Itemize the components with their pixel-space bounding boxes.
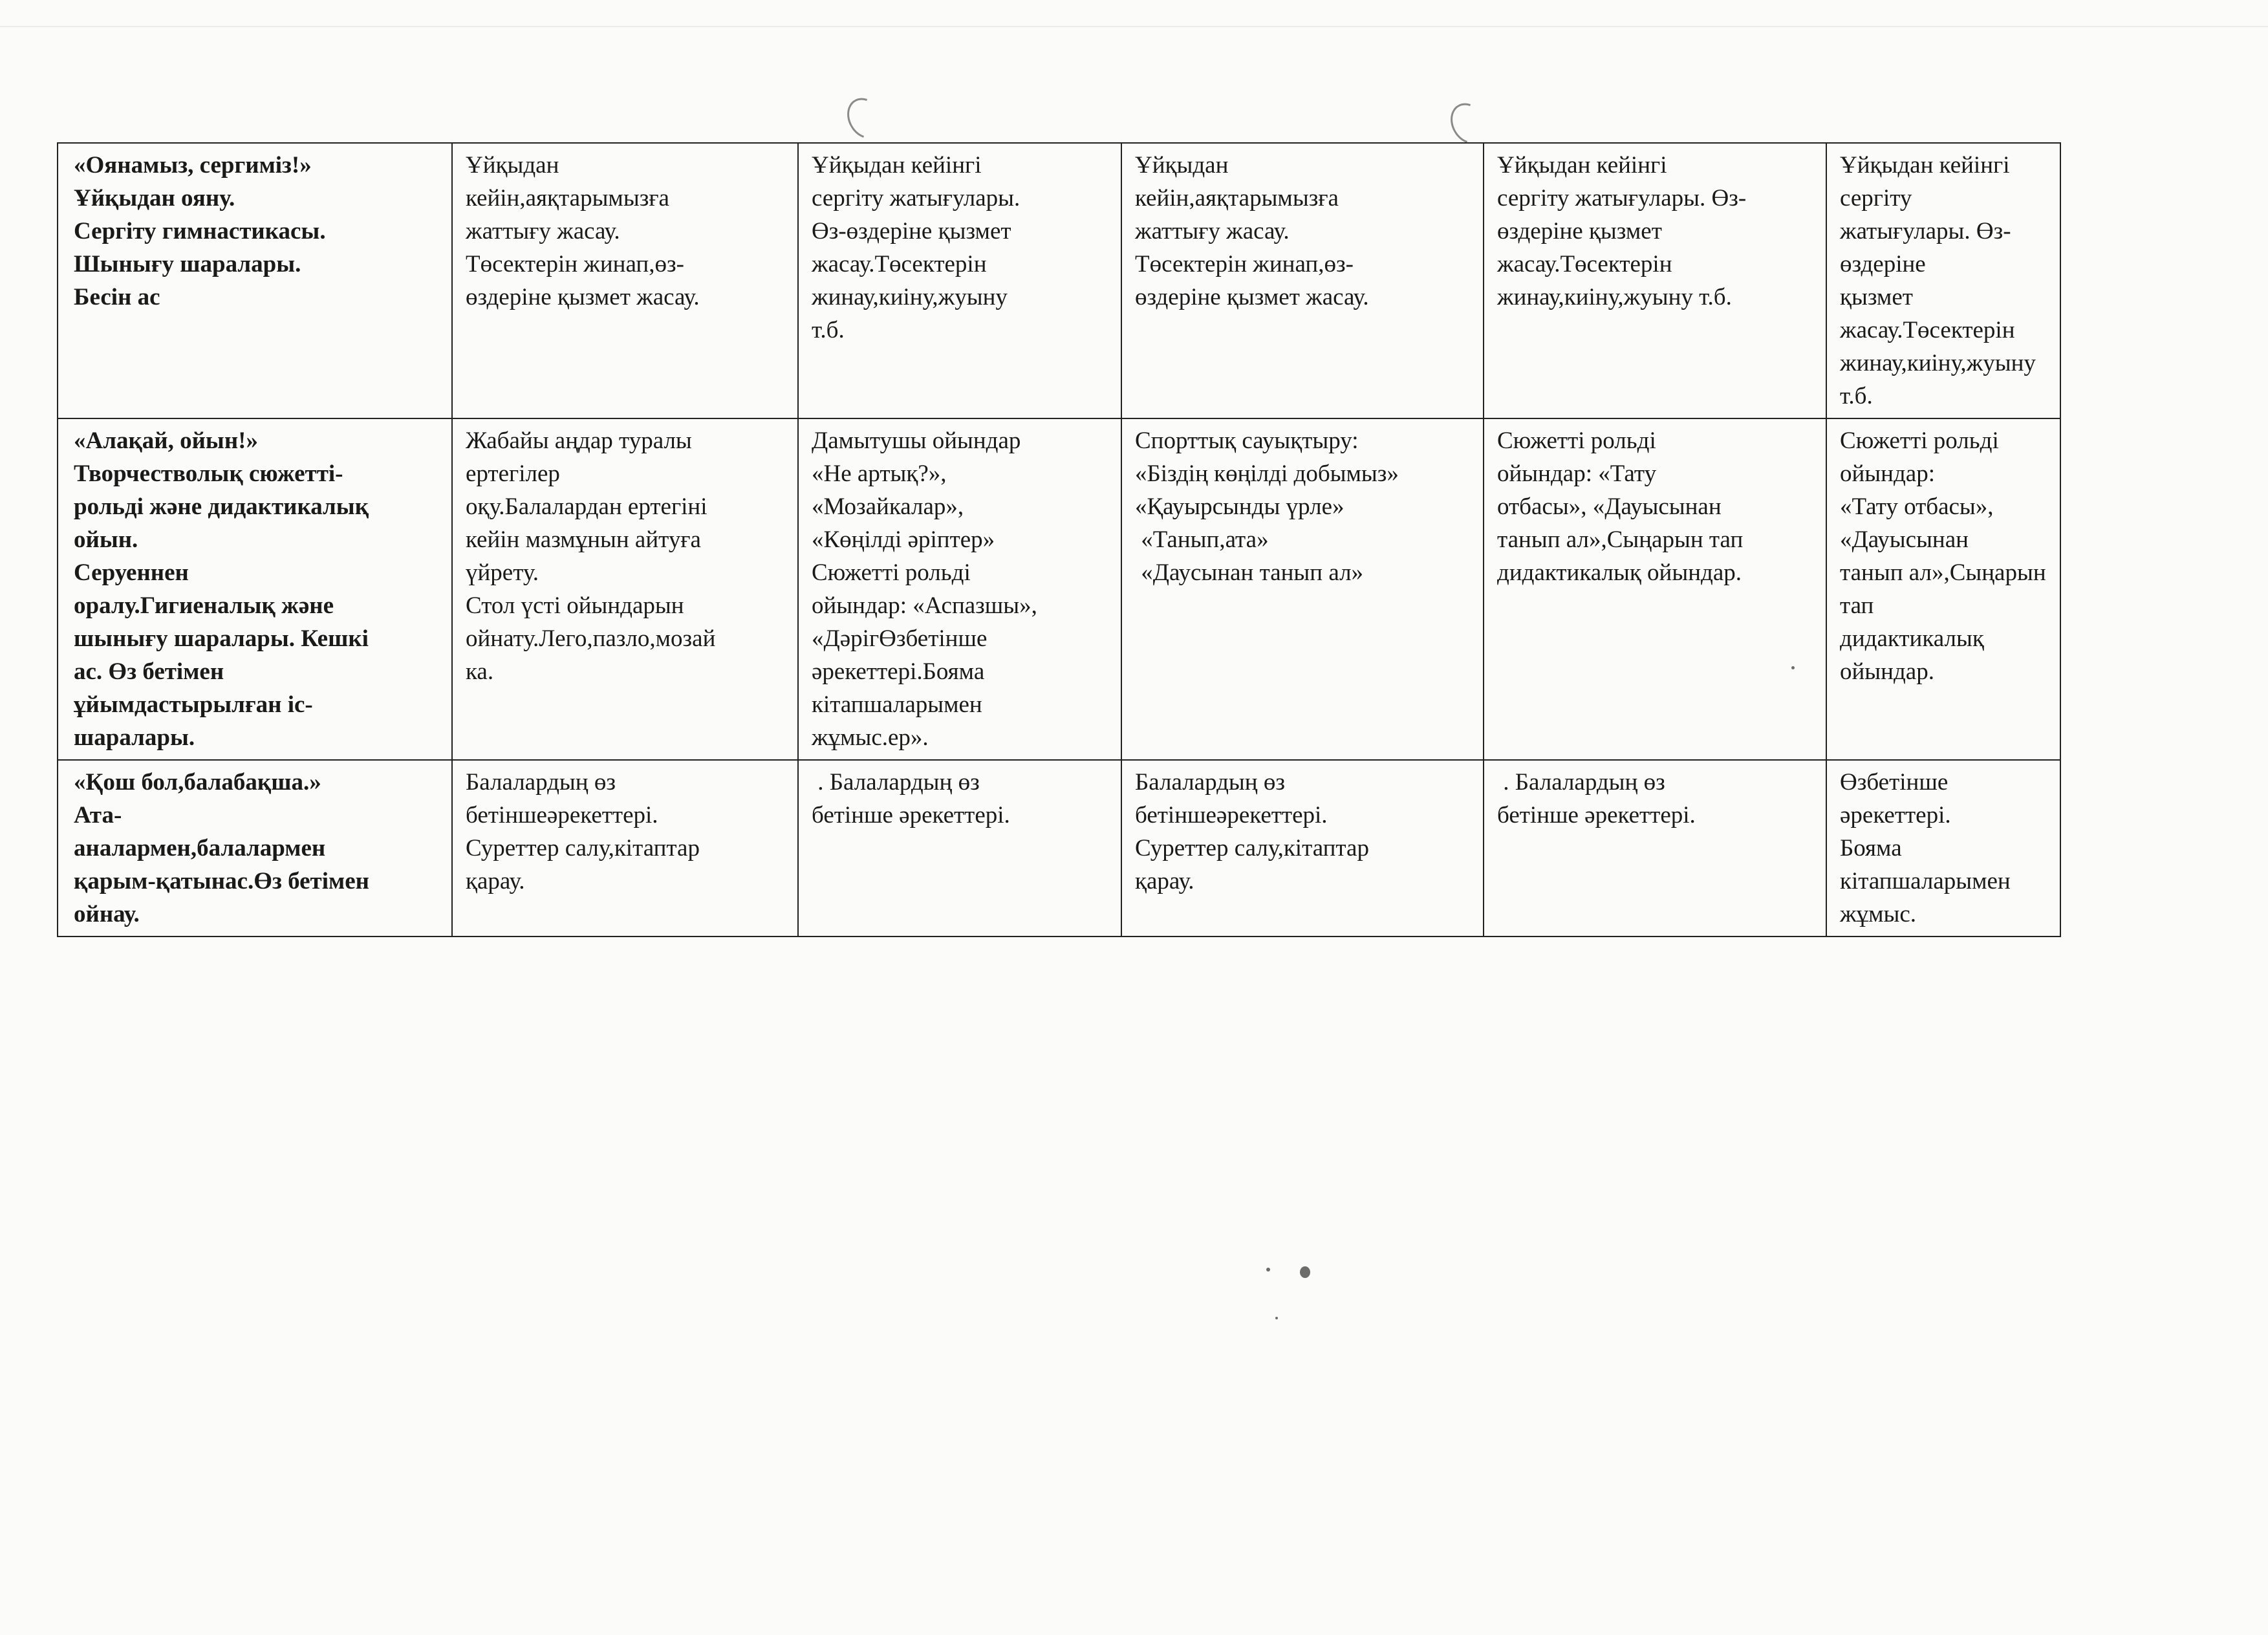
regime-cell: «Алақай, ойын!» Творчестволық сюжетті- рольді және дидактикалық ойын. Серуеннен оралу.Гигиеналық және шынығу шаралары. Кешкі ас. Өз бетімен ұйымдастырылған іс- шаралары. [58,418,452,760]
day-1-cell: Ұйқыдан кейін,аяқтарымызға жаттығу жасау. Төсектерін жинап,өз- өздеріне қызмет жасау. [452,143,798,418]
regime-cell: «Оянамыз, сергиміз!» Ұйқыдан ояну. Сергіту гимнастикасы. Шынығу шаралары. Бесін ас [58,143,452,418]
day-5-cell: Сюжетті рольді ойындар: «Тату отбасы», «Дауысынан танып ал»,Сыңарын тап дидактикалық ойындар. [1826,418,2060,760]
daily-plan-table [57,142,2061,937]
day-2-cell: Дамытушы ойындар «Не артық?», «Мозайкалар», «Көңілді әріптер» Сюжетті рольді ойындар: «Аспазшы», «ДәрігӨзбетінше әрекеттері.Бояма кітапшаларымен жұмыс.ер». [798,418,1121,760]
day-5-cell: Өзбетінше әрекеттері. Бояма кітапшаларымен жұмыс. [1826,760,2060,937]
scan-edge-line [0,26,2268,27]
day-4-cell: Сюжетті рольді ойындар: «Тату отбасы», «Дауысынан танып ал»,Сыңарын тап дидактикалық ойындар. [1484,418,1826,760]
scan-speck [1300,1266,1310,1278]
punch-hole-mark [840,91,891,145]
scan-speck [1275,1317,1278,1319]
table-row-wakeup [58,143,2060,418]
day-1-cell: Балалардың өз бетіншеәрекеттері. Суреттер салу,кітаптар қарау. [452,760,798,937]
regime-cell: «Қош бол,балабақша.» Ата- аналармен,балалармен қарым-қатынас.Өз бетімен ойнау. [58,760,452,937]
table-row-games [58,418,2060,760]
day-3-cell: Балалардың өз бетіншеәрекеттері. Суреттер салу,кітаптар қарау. [1121,760,1484,937]
day-1-cell: Жабайы аңдар туралы ертегілер оқу.Балалардан ертегіні кейін мазмұнын айтуға үйрету. Стол үсті ойындарын ойнату.Лего,пазло,мозай ка. [452,418,798,760]
table-row-goodbye [58,760,2060,937]
day-4-cell: Ұйқыдан кейінгі сергіту жатығулары. Өз- өздеріне қызмет жасау.Төсектерін жинау,киіну,жуыну т.б. [1484,143,1826,418]
day-3-cell: Спорттық сауықтыру: «Біздің көңілді добымыз» «Қауырсынды үрле» «Танып,ата» «Даусынан танып ал» [1121,418,1484,760]
day-4-cell: . Балалардың өз бетінше әрекеттері. [1484,760,1826,937]
day-2-cell: . Балалардың өз бетінше әрекеттері. [798,760,1121,937]
scan-speck [1266,1268,1270,1272]
day-2-cell: Ұйқыдан кейінгі сергіту жатығулары. Өз-өздеріне қызмет жасау.Төсектерін жинау,киіну,жуыну т.б. [798,143,1121,418]
day-5-cell: Ұйқыдан кейінгі сергіту жатығулары. Өз-өздеріне қызмет жасау.Төсектерін жинау,киіну,жуыну т.б. [1826,143,2060,418]
day-3-cell: Ұйқыдан кейін,аяқтарымызға жаттығу жасау. Төсектерін жинап,өз- өздеріне қызмет жасау. [1121,143,1484,418]
